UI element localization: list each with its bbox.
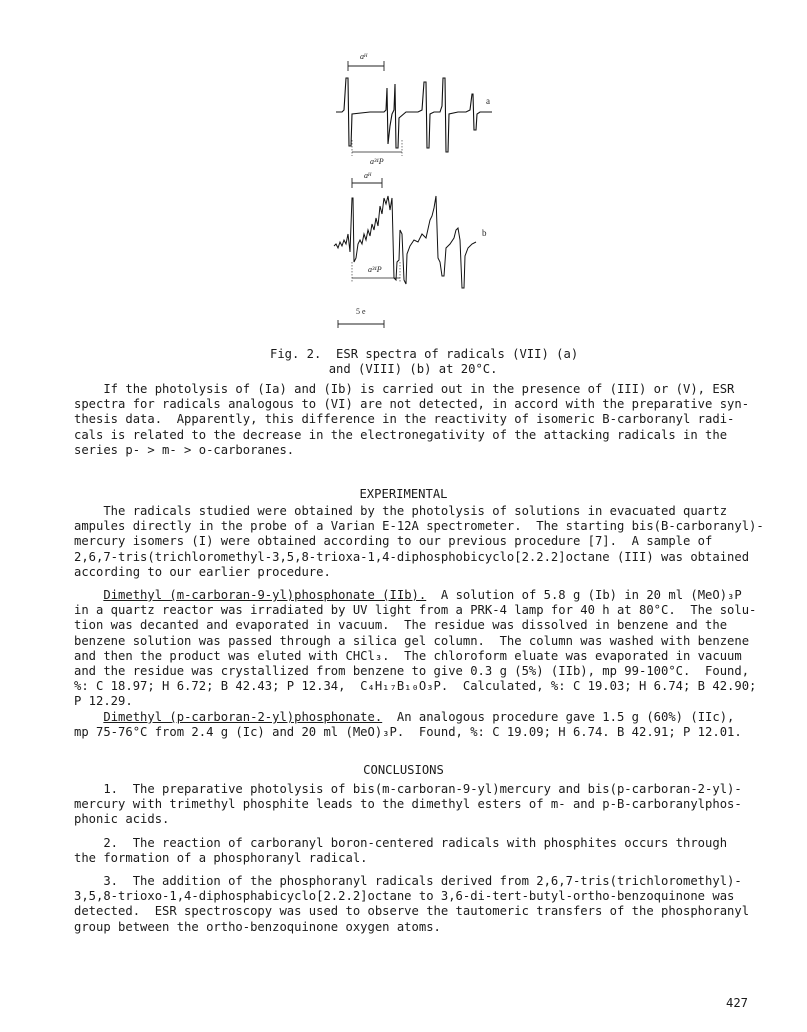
esr-spectra-figure xyxy=(330,48,520,338)
intro-paragraph xyxy=(74,382,764,458)
conclusions-heading: CONCLUSIONS xyxy=(363,763,444,777)
text-line: series p- > m- > o-carboranes. xyxy=(74,442,295,457)
text-line: spectra for radicals analogous to (VI) are not detected, in accord with the preparative syn- xyxy=(74,397,750,412)
spectrum-a-trace xyxy=(336,78,492,152)
text-line: 3,5,8-trioxo-1,4-diphosphabicyclo[2.2.2]octane to 3,6-di-tert-butyl-ortho-benzoquinone was xyxy=(74,889,735,904)
spectrum-a-label: a xyxy=(486,96,490,106)
text-line: 2,6,7-tris(trichloromethyl-3,5,8-trioxa-1,4-diphosphobicyclo[2.2.2]octane (III) was obtained xyxy=(74,549,750,564)
experimental-paragraph xyxy=(74,504,764,580)
text-line: P 12.29. xyxy=(74,694,133,709)
text-line: ampules directly in the probe of a Varian E-12A spectrometer. The starting bis(B-carboranyl)- xyxy=(74,519,764,534)
iic-paragraph xyxy=(74,710,764,740)
spectrum-b-a31p-label: a³¹P xyxy=(368,265,382,274)
conclusion-item-1 xyxy=(74,782,764,828)
iib-first-line: A solution of 5.8 g (Ib) in 20 ml (MeO)₃P xyxy=(426,588,742,602)
text-line: detected. ESR spectroscopy was used to observe the tautomeric transfers of the phosphoranyl xyxy=(74,904,750,919)
conclusion-item-3 xyxy=(74,874,764,935)
text-line: 1. The preparative photolysis of bis(m-carboran-9-yl)mercury and bis(p-carboran-2-yl)- xyxy=(74,782,742,796)
text-line: benzene solution was passed through a silica gel column. The column was washed with benzene xyxy=(74,633,750,648)
text-line: The radicals studied were obtained by the photolysis of solutions in evacuated quartz xyxy=(74,504,728,518)
esr-spectra-plot xyxy=(330,48,520,338)
iib-title: Dimethyl (m-carboran-9-yl)phosphonate (IIb). xyxy=(103,588,427,602)
spectrum-a-a31p-label: a³¹P xyxy=(370,157,384,166)
text-line: If the photolysis of (Ia) and (Ib) is carried out in the presence of (III) or (V), ESR xyxy=(74,382,735,396)
text-line: according to our earlier procedure. xyxy=(74,564,331,579)
iib-paragraph xyxy=(74,588,764,710)
text-line: 2. The reaction of carboranyl boron-centered radicals with phosphites occurs through xyxy=(74,836,728,850)
text-line: and then the product was eluted with CHCl₃. The chloroform eluate was evaporated in vacuum xyxy=(74,648,742,663)
text-line: cals is related to the decrease in the electronegativity of the attacking radicals in the xyxy=(74,427,728,442)
page-number: 427 xyxy=(726,996,749,1010)
text-line: %: C 18.97; H 6.72; B 42.43; P 12.34, C₄H₁₇B₁₀O₃P. Calculated, %: C 19.03; H 6.74; B 42.90; xyxy=(74,679,757,694)
text-line: thesis data. Apparently, this difference in the reactivity of isomeric B-carboranyl radi- xyxy=(74,412,735,427)
text-line: group between the ortho-benzoquinone oxygen atoms. xyxy=(74,919,441,934)
text-line: the formation of a phosphoranyl radical. xyxy=(74,851,368,866)
text-line: 3. The addition of the phosphoranyl radicals derived from 2,6,7-tris(trichloromethyl)- xyxy=(74,874,742,888)
iic-first-line: An analogous procedure gave 1.5 g (60%) (IIc), xyxy=(382,710,735,724)
text-line: in a quartz reactor was irradiated by UV light from a PRK-4 lamp for 40 h at 80°C. The solu- xyxy=(74,603,757,618)
text-line xyxy=(74,710,764,725)
text-line: mercury isomers (I) were obtained according to our previous procedure [7]. A sample of xyxy=(74,534,713,549)
text-line: mercury with trimethyl phosphite leads to the dimethyl esters of m- and p-B-carboranylphos- xyxy=(74,797,742,812)
figure-caption xyxy=(270,347,690,377)
scale-label: 5 e xyxy=(356,307,366,316)
spectrum-b-trace xyxy=(334,196,476,288)
experimental-heading: EXPERIMENTAL xyxy=(359,487,448,501)
iic-title: Dimethyl (p-carboran-2-yl)phosphonate. xyxy=(103,710,383,724)
caption-line: and (VIII) (b) at 20°C. xyxy=(270,362,498,376)
text-line: mp 75-76°C from 2.4 g (Ic) and 20 ml (MeO)₃P. Found, %: C 19.09; H 6.74. B 42.91; P 12.01. xyxy=(74,725,742,740)
text-line: tion was decanted and evaporated in vacuum. The residue was dissolved in benzene and the xyxy=(74,618,728,633)
text-line xyxy=(74,588,764,603)
conclusion-item-2 xyxy=(74,836,764,866)
spectrum-b-label: b xyxy=(482,228,487,238)
spectrum-a-ah-label: aᴴ xyxy=(360,52,367,61)
spectrum-b-ah-label: aᴴ xyxy=(364,171,371,180)
caption-line: Fig. 2. ESR spectra of radicals (VII) (a) xyxy=(270,347,579,361)
text-line: and the residue was crystallized from benzene to give 0.3 g (5%) (IIb), mp 99-100°C. Found, xyxy=(74,664,750,679)
text-line: phonic acids. xyxy=(74,812,170,827)
